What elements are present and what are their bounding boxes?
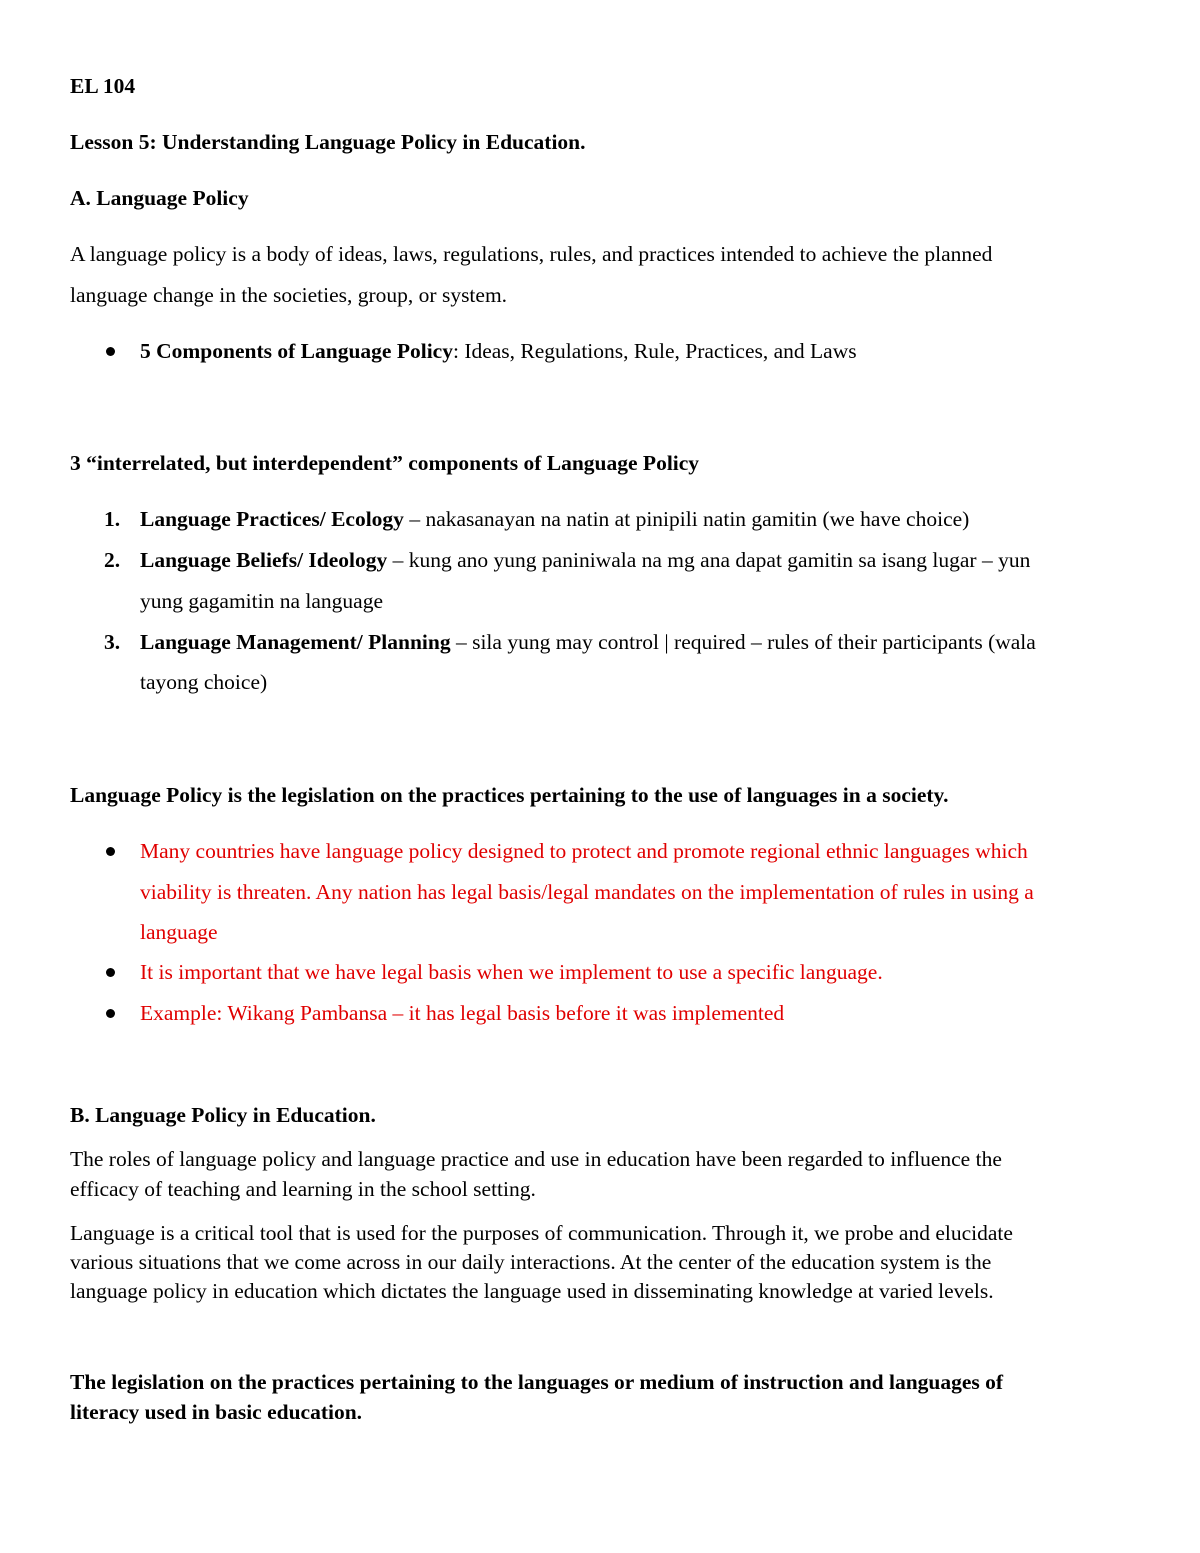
list-item-continuation: tayong choice): [140, 670, 268, 694]
red-bullet-text: It is important that we have legal basis when we implement to use a specific language.: [140, 960, 883, 984]
list-item-label: Language Practices/ Ecology: [140, 507, 404, 531]
list-item-continuation: yung gagamitin na language: [140, 589, 383, 613]
list-item-label: Language Beliefs/ Ideology: [140, 548, 388, 572]
para1-line-2: efficacy of teaching and learning in the school setting.: [70, 1177, 536, 1201]
closing-line-1: The legislation on the practices pertaining to the languages or medium of instruction and languages of: [70, 1370, 1004, 1394]
list-item-beliefs: [140, 548, 1030, 573]
components-label: 5 Components of Language Policy: [140, 339, 453, 363]
para2-line-2: various situations that we come across in our daily interactions. At the center of the education system is the: [70, 1250, 992, 1274]
bullet-icon: [106, 1009, 115, 1018]
course-code: EL 104: [70, 74, 136, 98]
components-text: : Ideas, Regulations, Rule, Practices, and Laws: [452, 339, 857, 363]
para1-line-1: The roles of language policy and language practice and use in education have been regarded to influence the: [70, 1147, 1002, 1171]
para2-line-3: language policy in education which dictates the language used in disseminating knowledge at varied levels.: [70, 1279, 994, 1303]
bullet-icon: [106, 968, 115, 977]
list-number: 3.: [104, 630, 121, 654]
closing-line-2: literacy used in basic education.: [70, 1400, 363, 1424]
bullet-icon: [106, 847, 115, 856]
section-a-heading: A. Language Policy: [70, 186, 249, 210]
interrelated-heading: 3 “interrelated, but interdependent” components of Language Policy: [70, 451, 700, 475]
definition-line-1: A language policy is a body of ideas, laws, regulations, rules, and practices intended to achieve the planned: [70, 242, 993, 266]
list-item-text: – kung ano yung paniniwala na mg ana dapat gamitin sa isang lugar – yun: [387, 548, 1031, 572]
lesson-title: Lesson 5: Understanding Language Policy in Education.: [70, 130, 586, 154]
section-b-heading: B. Language Policy in Education.: [70, 1103, 376, 1127]
red-bullet-text: Example: Wikang Pambansa – it has legal basis before it was implemented: [140, 1001, 785, 1025]
list-item-management: [140, 630, 1036, 655]
para2-line-1: Language is a critical tool that is used for the purposes of communication. Through it, we probe and elucidate: [70, 1221, 1013, 1245]
list-item-text: – nakasanayan na natin at pinipili natin gamitin (we have choice): [403, 507, 970, 531]
red-bullet-text: Many countries have language policy designed to protect and promote regional ethnic languages which: [140, 839, 1028, 863]
bullet-icon: [106, 347, 115, 356]
definition-line-2: language change in the societies, group, or system.: [70, 283, 508, 307]
list-item-practices: [140, 507, 969, 532]
list-number: 2.: [104, 548, 121, 572]
list-item-text: – sila yung may control | required – rules of their participants (wala: [450, 630, 1036, 654]
list-item-label: Language Management/ Planning: [140, 630, 451, 654]
components-item: [140, 339, 857, 364]
list-number: 1.: [104, 507, 121, 531]
red-bullet-text: viability is threaten. Any nation has legal basis/legal mandates on the implementation of rules in using a: [140, 880, 1034, 904]
red-bullet-text: language: [140, 920, 218, 944]
legislation-heading: Language Policy is the legislation on the practices pertaining to the use of languages in a society.: [70, 783, 949, 807]
